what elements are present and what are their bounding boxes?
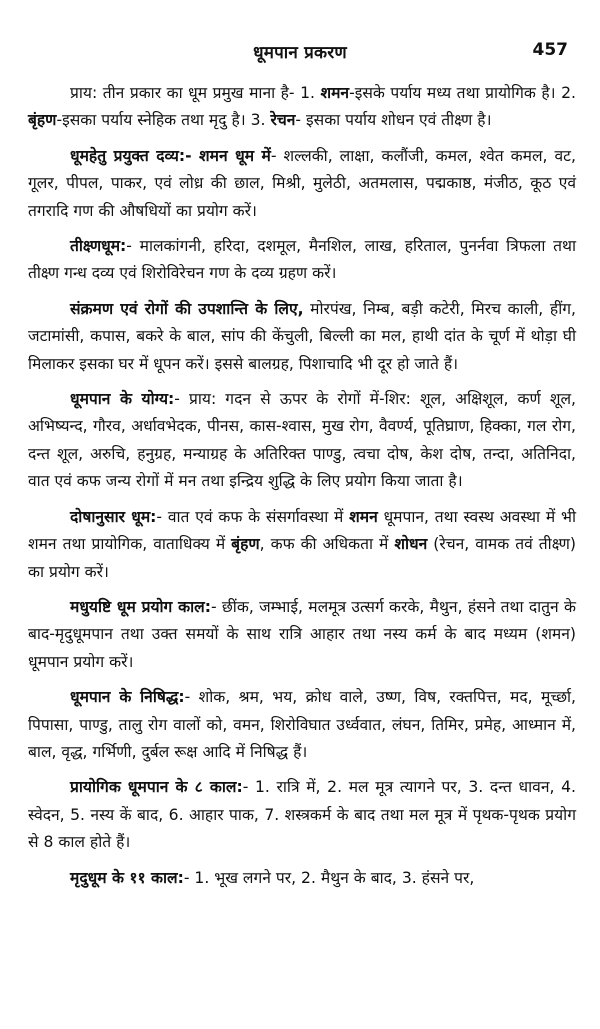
bold-term: धूमपान के निषिद्ध: xyxy=(70,688,185,707)
bold-term: दोषानुसार धूम: xyxy=(70,507,157,526)
bold-term: धूमहेतु प्रयुक्त दव्य:- शमन धूम में xyxy=(70,146,271,165)
bold-term: बृंहण xyxy=(231,535,260,554)
bold-term: रेचन xyxy=(270,111,296,130)
paragraph xyxy=(28,296,576,378)
bold-term: तीक्ष्णधूम: xyxy=(70,237,127,256)
bold-term: बृंहण xyxy=(28,111,57,130)
text-run: - 1. रात्रि में, 2. मल मूत्र त्यागने पर, 3. दन्त धावन, 4. स्वेदन, 5. नस्य कें बाद, 6. आहार पाक, 7. शस्त्रकर्म के बाद तथा मल मूत्र में पृथक-पृथक प्रयोग से 8 काल होते हैं। xyxy=(28,778,576,852)
bold-term: मृदुधूम के ११ काल: xyxy=(70,868,184,887)
paragraph xyxy=(28,143,576,225)
text-run: मोरपंख, निम्ब, बड़ी कटेरी, मिरच काली, हींग, जटामांसी, कपास, बकरे के बाल, सांप की केंचुली, बिल्ली का मल, हाथी दांत के चूर्ण में थोड़ा घी मिलाकर इसका घर में धूपन करें। इससे बालग्रह, पिशाचादि भी दूर हो जाते हैं। xyxy=(28,299,576,373)
bold-term: संक्रमण एवं रोगों की उपशान्ति के लिए, xyxy=(70,299,304,318)
paragraph xyxy=(28,233,576,288)
body-text xyxy=(28,80,576,900)
text-run: , कफ की अधिकता में xyxy=(259,535,395,554)
paragraph xyxy=(28,774,576,856)
paragraph xyxy=(28,865,576,892)
paragraph xyxy=(28,594,576,676)
text-run: - शोक, श्रम, भय, क्रोध वाले, उष्ण, विष, रक्तपित्त, मद, मूर्च्छा, पिपासा, पाण्डु, तालु रोग वालों को, वमन, शिरोविघात उर्ध्ववात, लंघन, तिमिर, प्रमेह, आध्मान में, बाल, वृद्ध, गर्भिणी, दुर्बल रूक्ष आदि में निषिद्ध हैं। xyxy=(28,688,576,761)
text-run: - शल्लकी, लाक्षा, कलौंजी, कमल, श्वेत कमल, वट, गूलर, पीपल, पाकर, एवं लोध्र की छाल, मिश्री, मुलेठी, अतमलास, पद्मकाष्ठ, मंजीठ, कूठ एवं तगरादि गण की औषधियों का प्रयोग करें। xyxy=(28,146,576,220)
bold-term: शमन xyxy=(349,507,378,526)
bold-term: शमन xyxy=(320,84,350,102)
text-run: - 1. भूख लगने पर, 2. मैथुन के बाद, 3. हंसने पर, xyxy=(183,868,475,887)
text-run: (रेचन, वामक तवं तीक्ष्ण) का प्रयोग करें। xyxy=(28,535,576,581)
text-run: - मालकांगनी, हरिदा, दशमूल, मैनशिल, लाख, हरिताल, पुनर्नवा त्रिफला तथा तीक्ष्ण गन्ध दव्य एवं शिरोविरेचन गण के दव्य ग्रहण करें। xyxy=(28,237,576,283)
text-run: प्राय: तीन प्रकार का धूम प्रमुख माना है- 1. xyxy=(70,84,321,102)
running-title: धूमपान प्रकरण xyxy=(253,43,347,63)
paragraph xyxy=(28,80,576,135)
bold-term: प्रायोगिक धूमपान के ८ काल: xyxy=(70,778,243,797)
text-run: -इसका पर्याय स्नेहिक तथा मृदु है। 3. xyxy=(56,111,271,130)
paragraph xyxy=(28,684,576,766)
text-run: -इसके पर्याय मध्य तथा प्रायोगिक है। 2. xyxy=(349,84,576,102)
bold-term: मधुयष्टि धूम प्रयोग काल: xyxy=(70,597,211,616)
text-run: - छींक, जम्भाई, मलमूत्र उत्सर्ग करके, मैथुन, हंसने तथा दातुन के बाद-मृदुधूमपान तथा उक्त समयों के साथ रात्रि आहार तथा नस्य कर्म के बाद मध्यम (शमन) धूमपान प्रयोग करें। xyxy=(28,597,576,671)
text-run: - इसका पर्याय शोधन एवं तीक्ष्ण है। xyxy=(295,111,492,130)
paragraph xyxy=(28,504,576,586)
text-run: - प्राय: गदन से ऊपर के रोगों में-शिर: शूल, अक्षिशूल, कर्ण शूल, अभिष्यन्द, गौरव, अर्धावभेदक, पीनस, कास-श्वास, मुख रोग, वैवर्ण्य, पूतिघ्राण, हिक्का, गल रोग, दन्त शूल, अरुचि, हनुग्रह, मन्याग्रह के अतिरिक्त पाण्डु, त्वचा दोष, केश दोष, तन्दा, अतिनिदा, वात एवं कफ जन्य रोगों में मन तथा इन्द्रिय शुद्धि के लिए प्रयोग किया जाता है। xyxy=(28,390,576,491)
paragraph xyxy=(28,386,576,496)
bold-term: धूमपान के योग्य: xyxy=(70,390,175,409)
text-run: - वात एवं कफ के संसर्गावस्था में xyxy=(156,507,350,526)
bold-term: शोधन xyxy=(394,535,428,554)
text-run: धूमपान, तथा स्वस्थ अवस्था में भी शमन तथा प्रायोगिक, वाताधिक्य में xyxy=(28,507,576,554)
page-number: 457 xyxy=(532,40,568,60)
